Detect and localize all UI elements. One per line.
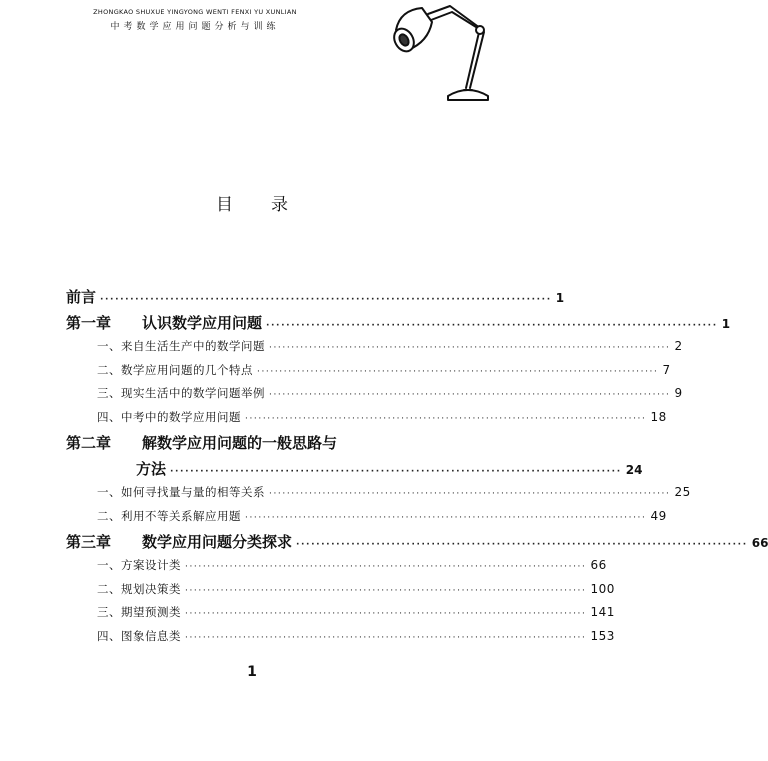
entry-page: 1 <box>555 291 565 305</box>
entry-title: 一、方案设计类 <box>97 558 181 572</box>
entry-page: 18 <box>650 409 667 424</box>
entry-title: 三、期望预测类 <box>97 605 181 619</box>
entry-page: 25 <box>674 485 691 499</box>
entry-title: 一、如何寻找量与量的相等关系 <box>97 485 265 499</box>
toc-heading: 目录 <box>216 195 326 215</box>
desk-lamp-icon <box>388 0 498 110</box>
entry-title: 数学应用问题分类探求 <box>142 533 293 551</box>
toc-entry-section[interactable] <box>66 581 615 605</box>
entry-page: 66 <box>751 536 768 550</box>
toc-entry-section[interactable] <box>66 409 667 433</box>
toc-entry-section[interactable] <box>66 385 683 409</box>
entry-title: 四、中考中的数学应用问题 <box>97 409 241 424</box>
leader-dots: ·························································································· <box>296 540 748 550</box>
toc-entry-section[interactable] <box>66 484 691 508</box>
table-of-contents <box>66 286 768 651</box>
running-header-pinyin: ZHONGKAO SHUXUE YINGYONG WENTI FENXI YU XUNLIAN <box>93 8 297 16</box>
leader-dots: ·························································································· <box>100 295 552 305</box>
entry-page: 141 <box>590 605 615 619</box>
entry-title: 四、图象信息类 <box>97 628 181 643</box>
leader-dots: ·························································································· <box>269 489 671 499</box>
entry-page: 24 <box>625 463 643 477</box>
leader-dots: ·························································································· <box>257 366 659 377</box>
chapter-label: 第三章 <box>66 533 112 551</box>
leader-dots: ·························································································· <box>266 321 718 331</box>
leader-dots: ·························································································· <box>269 343 671 353</box>
entry-title: 一、来自生活生产中的数学问题 <box>97 339 265 353</box>
running-header-title: 中考数学应用问题分析与训练 <box>110 22 280 32</box>
leader-dots: ·························································································· <box>269 390 671 400</box>
toc-entry-section[interactable] <box>66 508 667 532</box>
entry-page: 100 <box>590 581 615 596</box>
toc-entry-chapter-1[interactable] <box>66 312 731 338</box>
toc-entry-chapter-2-continued[interactable] <box>66 458 643 484</box>
leader-dots: ·························································································· <box>185 585 587 596</box>
entry-title: 二、数学应用问题的几个特点 <box>97 362 253 377</box>
leader-dots: ·························································································· <box>245 512 647 523</box>
leader-dots: ·························································································· <box>245 413 647 424</box>
chapter-label: 第二章 <box>66 434 112 452</box>
entry-title: 二、规划决策类 <box>97 581 181 596</box>
toc-entry-section[interactable] <box>66 628 615 652</box>
entry-title: 解数学应用问题的一般思路与 <box>142 434 338 452</box>
toc-entry-chapter-3[interactable] <box>66 531 768 557</box>
toc-entry-preface[interactable] <box>66 286 565 312</box>
toc-entry-chapter-2[interactable] <box>66 432 434 458</box>
leader-dots: ·························································································· <box>170 467 622 477</box>
entry-page: 1 <box>721 317 731 331</box>
entry-title: 二、利用不等关系解应用题 <box>97 508 241 523</box>
entry-title: 方法 <box>136 460 167 478</box>
leader-dots: ·························································································· <box>185 632 587 643</box>
leader-dots: ·························································································· <box>185 609 587 619</box>
page-number: 1 <box>247 664 257 680</box>
entry-page: 9 <box>674 386 683 400</box>
toc-entry-section[interactable] <box>66 338 683 362</box>
entry-page: 2 <box>674 339 683 353</box>
entry-title: 前言 <box>66 288 97 306</box>
toc-entry-section[interactable] <box>66 557 607 581</box>
entry-title: 认识数学应用问题 <box>142 314 263 332</box>
entry-page: 49 <box>650 508 667 523</box>
toc-entry-section[interactable] <box>66 604 615 628</box>
chapter-label: 第一章 <box>66 314 112 332</box>
entry-page: 153 <box>590 628 615 643</box>
entry-title: 三、现实生活中的数学问题举例 <box>97 386 265 400</box>
entry-page: 66 <box>590 558 607 572</box>
toc-entry-section[interactable] <box>66 362 671 386</box>
leader-dots: ·························································································· <box>185 562 587 572</box>
entry-page: 7 <box>662 362 671 377</box>
